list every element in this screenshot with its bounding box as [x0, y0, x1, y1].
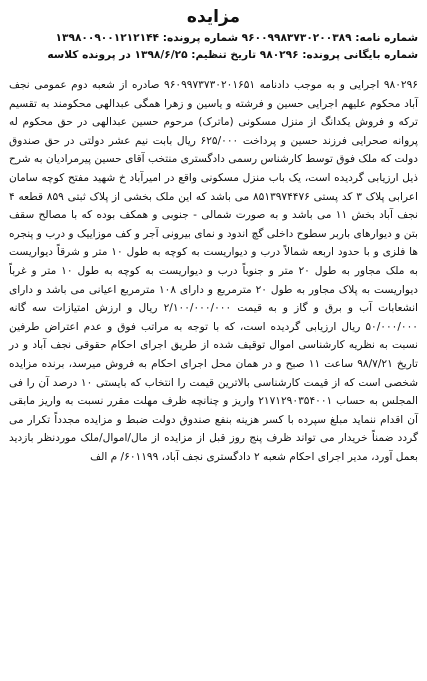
body-paragraph: ۹۸۰۲۹۶ اجرایی و به موجب دادنامه ۹۶۰۹۹۷۳۷۳۰۲۰۱۶۵۱ صادره از شعبه دوم عمومی نجف آباد محکوم علیهم اجرایی حسین و فرشته و یاسین و زهرا همگی عبدالهی محکومند به تقسیم ترکه و فروش یکدانگ از منزل مسکونی (ماترک) مرحوم حسین عبدالهی در حق محکوم له پروانه صحرایی فرزند حسین و پرداخت ۶۲۵/۰۰۰ ریال بابت نیم عشر دولتی در حق صندوق دولت که ملک فوق توسط کارشناس رسمی دادگستری منتخب آقای حسین پیرمرادیان به شرح ذیل ارزیابی گردیده است، یک باب منزل مسکونی واقع در امیرآباد خ شهید مفتح کوچه سامان اعرابی پلاک ۳ کد پستی ۸۵۱۳۹۷۴۴۷۶ می باشد که این ملک بخشی از پلاک ثبتی ۸۵۹ قطعه ۴ نجف آباد بخش ۱۱ می باشد و به صورت شمالی - جنوبی و همکف بوده که با مصالح سقف بتن و دیوارهای باربر سطوح داخلی گچ اندود و نمای بیرونی آجر و کف موزاییک و درب و پنجره ها فلزی و با حدود اربعه شمالاً درب و دیواریست به کوچه به طول ۱۰ متر و شرقاً دیواریست به ملک مجاور به طول ۲۰ متر و جنوباً درب و دیواریست به کوچه به طول ۱۰ متر و غرباً دیواریست به پلاک مجاور به طول ۲۰ مترمربع و دارای ۱۰۸ مترمربع اعیانی می باشد و دارای انشعابات آب و برق و گاز و به قیمت ۲/۱۰۰/۰۰۰/۰۰۰ ریال و ارزش امتیازات سه گانه ۵۰/۰۰۰/۰۰۰ ریال ارزیابی گردیده است، که با توجه به مراتب فوق و عدم اعتراض طرفین نسبت به نظریه کارشناسی اموال توقیف شده از طریق اجرای احکام حقوقی نجف آباد و در تاریخ ۹۸/۷/۲۱ ساعت ۱۱ صبح و در همان محل اجرای احکام به فروش میرسد، برنده مزایده شخصی است که از قیمت کارشناسی بالاترین قیمت را انتخاب که بایستی ۱۰ درصد آن را فی المجلس به حساب ۲۱۷۱۲۹۰۳۵۴۰۰۱ واریز و چنانچه ظرف مهلت مقرر نسبت به واریز مابقی آن اقدام ننماید مبلغ سپرده با کسر هزینه بنفع صندوق دولت ضبط و مزایده مجدداً تکرار می گردد ضمناً خریدار می تواند ظرف پنج روز قبل از مزایده از مال/اموال/ملک موردنظر بازدید بعمل آورد، مدیر اجرای احکام شعبه ۲ دادگستری نجف آباد، ۶۰۱۱۹۹/ م الف	[9, 79, 418, 463]
page-title: مزایده	[186, 7, 241, 27]
announcement-body	[9, 76, 418, 466]
meta-line-1: شماره نامه: ۹۶۰۰۹۹۸۳۷۳۰۲۰۰۳۸۹ شماره پرونده: ۱۳۹۸۰۰۹۰۰۱۲۱۲۱۴۴	[55, 32, 418, 44]
meta-line-2: شماره بایگانی پرونده: ۹۸۰۲۹۶ تاریخ تنظیم: ۱۳۹۸/۶/۲۵ در پرونده کلاسه	[47, 49, 418, 61]
